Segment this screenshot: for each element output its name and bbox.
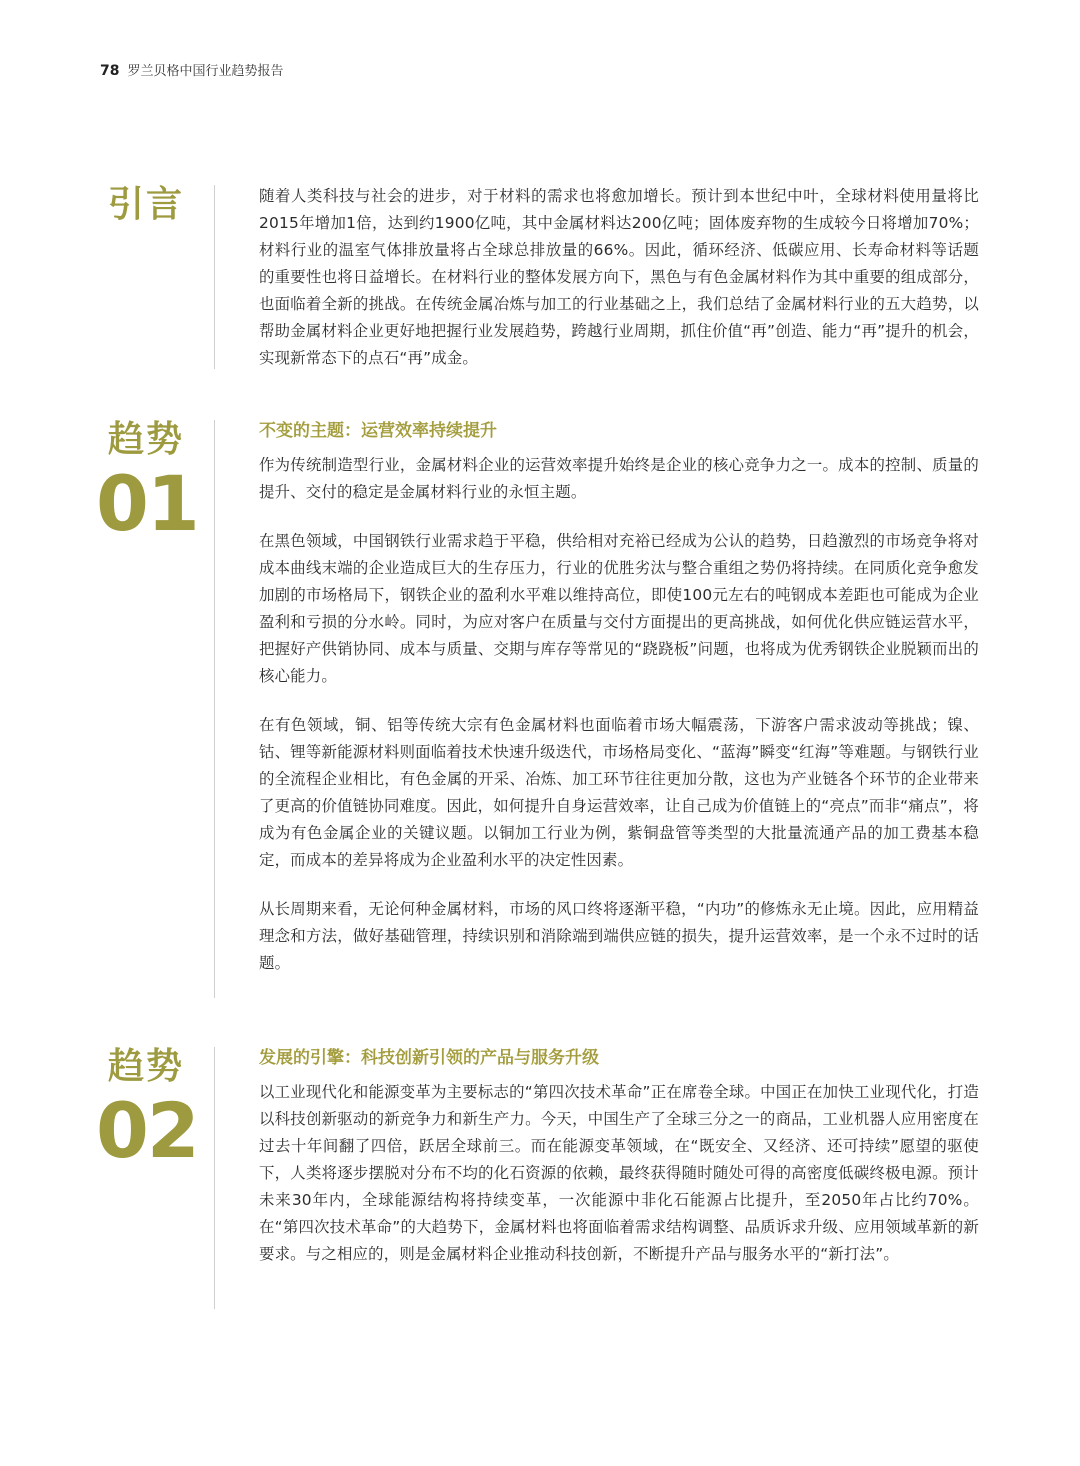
intro-label-word: 引言 <box>107 184 184 225</box>
trend-01-divider <box>214 420 215 998</box>
intro-text <box>259 183 979 394</box>
intro-divider <box>214 185 215 369</box>
trend-01-text <box>259 418 979 999</box>
intro-paragraph: 随着人类科技与社会的进步，对于材料的需求也将愈加增长。预计到本世纪中叶，全球材料使用量将比2015年增加1倍，达到约1900亿吨，其中金属材料达200亿吨；固体废弃物的生成较今日将增加70%；材料行业的温室气体排放量将占全球总排放量的66%。因此，循环经济、低碳应用、长寿命材料等话题的重要性也将日益增长。在材料行业的整体发展方向下，黑色与有色金属材料作为其中重要的组成部分，也面临着全新的挑战。在传统金属冶炼与加工的行业基础之上，我们总结了金属材料行业的五大趋势，以帮助金属材料企业更好地把握行业发展趋势，跨越行业周期，抓住价值“再”创造、能力“再”提升的机会，实现新常态下的点石“再”成金。 <box>259 187 979 367</box>
trend-02-label-word: 趋势 <box>107 1046 184 1087</box>
trend-01-label-word: 趋势 <box>107 419 184 460</box>
trend-02-subtitle: 发展的引擎：科技创新引领的产品与服务升级 <box>259 1048 599 1068</box>
trend-01-paragraph-3: 在有色领域，铜、铝等传统大宗有色金属材料也面临着市场大幅震荡，下游客户需求波动等挑战；镍、钴、锂等新能源材料则面临着技术快速升级迭代，市场格局变化、“蓝海”瞬变“红海”等难题。与钢铁行业的全流程企业相比，有色金属的开采、冶炼、加工环节往往更加分散，这也为产业链各个环节的企业带来了更高的价值链协同难度。因此，如何提升自身运营效率，让自己成为价值链上的“亮点”而非“痛点”，将成为有色金属企业的关键议题。以铜加工行业为例，紫铜盘管等类型的大批量流通产品的加工费基本稳定，而成本的差异将成为企业盈利水平的决定性因素。 <box>259 716 979 869</box>
trend-01-paragraph-1: 作为传统制造型行业，金属材料企业的运营效率提升始终是企业的核心竞争力之一。成本的控制、质量的提升、交付的稳定是金属材料行业的永恒主题。 <box>259 456 979 501</box>
page-number: 78 <box>100 63 120 79</box>
report-title: 罗兰贝格中国行业趋势报告 <box>127 64 284 79</box>
trend-02-label-number: 02 <box>96 1086 198 1175</box>
trend-02-paragraph-1: 以工业现代化和能源变革为主要标志的“第四次技术革命”正在席卷全球。中国正在加快工业现代化，打造以科技创新驱动的新竞争力和新生产力。今天，中国生产了全球三分之一的商品，工业机器人应用密度在过去十年间翻了四倍，跃居全球前三。而在能源变革领域，在“既安全、又经济、还可持续”愿望的驱使下，人类将逐步摆脱对分布不均的化石资源的依赖，最终获得随时随处可得的高密度低碳终极电源。预计未来30年内，全球能源结构将持续变革，一次能源中非化石能源占比提升，至2050年占比约70%。在“第四次技术革命”的大趋势下，金属材料也将面临着需求结构调整、品质诉求升级、应用领域革新的新要求。与之相应的，则是金属材料企业推动科技创新，不断提升产品与服务水平的“新打法”。 <box>259 1083 979 1263</box>
trend-02-label <box>96 1045 198 1175</box>
trend-01-label-number: 01 <box>96 459 198 548</box>
trend-01-paragraph-2: 在黑色领域，中国钢铁行业需求趋于平稳，供给相对充裕已经成为公认的趋势，日趋激烈的市场竞争将对成本曲线末端的企业造成巨大的生存压力，行业的优胜劣汰与整合重组之势仍将持续。在同质化竞争愈发加剧的市场格局下，钢铁企业的盈利水平难以维持高位，即使100元左右的吨钢成本差距也可能成为企业盈利和亏损的分水岭。同时，为应对客户在质量与交付方面提出的更高挑战，如何优化供应链运营水平，把握好产供销协同、成本与质量、交期与库存等常见的“跷跷板”问题，也将成为优秀钢铁企业脱颖而出的核心能力。 <box>259 532 979 685</box>
trend-01-paragraph-4: 从长周期来看，无论何种金属材料，市场的风口终将逐渐平稳，“内功”的修炼永无止境。因此，应用精益理念和方法，做好基础管理，持续识别和消除端到端供应链的损失，提升运营效率，是一个永不过时的话题。 <box>259 900 979 972</box>
trend-01-subtitle: 不变的主题：运营效率持续提升 <box>259 421 497 441</box>
trend-02-divider <box>214 1047 215 1309</box>
trend-02-text <box>259 1045 979 1290</box>
trend-01-label <box>96 418 198 548</box>
page-header <box>100 60 284 79</box>
intro-label <box>96 183 196 227</box>
